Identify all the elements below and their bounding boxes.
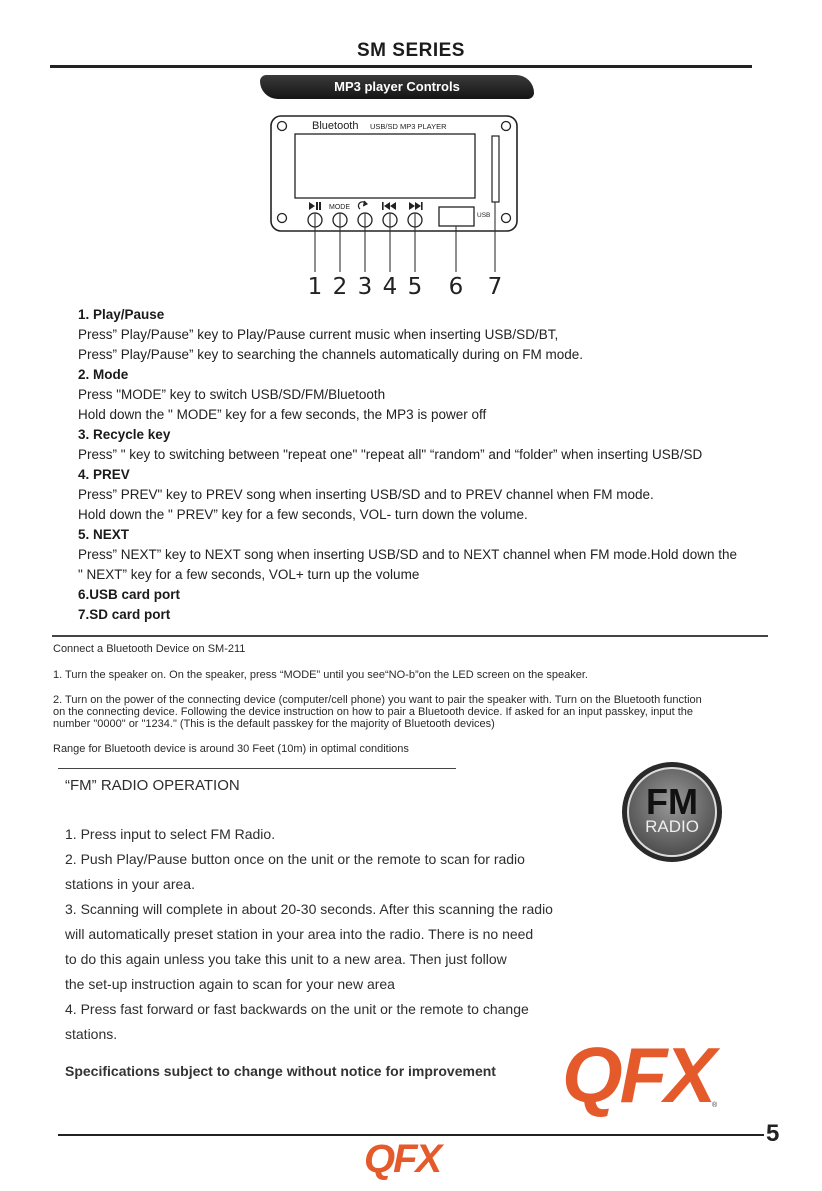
series-title: SM SERIES	[357, 40, 465, 61]
fm-line: stations in your area.	[65, 876, 195, 892]
bluetooth-step-2-line: on the connecting device. Following the device instruction on how to pair a Bluetooth device. If asked for an input passkey, input the	[53, 706, 694, 718]
section-pill: MP3 player Controls	[260, 75, 534, 99]
page-number: 5	[766, 1120, 780, 1147]
player-panel-diagram	[262, 112, 524, 302]
fm-line: to do this again unless you take this unit to a new area. Then just follow	[65, 951, 507, 967]
section-divider	[52, 635, 768, 637]
spec-note: Specifications subject to change without notice for improvement	[65, 1063, 496, 1079]
control-title-sd-port: 7.SD card port	[78, 607, 171, 622]
callout-7: 7	[487, 274, 503, 300]
registered-mark: ®	[712, 1102, 718, 1109]
control-title-recycle: 3. Recycle key	[78, 427, 171, 442]
callout-5: 5	[407, 274, 423, 300]
control-line: Press” NEXT” key to NEXT song when inserting USB/SD and to NEXT channel when FM mode.Hold down the	[78, 547, 738, 562]
callout-2: 2	[332, 274, 348, 300]
fm-line: 4. Press fast forward or fast backwards on the unit or the remote to change	[65, 1001, 529, 1017]
fm-heading: “FM” RADIO OPERATION	[65, 777, 240, 794]
bluetooth-step-1: 1. Turn the speaker on. On the speaker, press “MODE” until you see“NO-b”on the LED screen on the speaker.	[53, 669, 588, 681]
control-line: " NEXT” key for a few seconds, VOL+ turn up the volume	[78, 567, 420, 582]
top-rule	[50, 65, 752, 68]
qfx-logo-small: QFX	[364, 1137, 441, 1181]
bluetooth-range: Range for Bluetooth device is around 30 Feet (10m) in optimal conditions	[53, 743, 409, 755]
fm-divider	[58, 768, 456, 769]
badge-radio-text: RADIO	[645, 817, 699, 836]
bluetooth-step-2-line: number "0000" or "1234." (This is the default passkey for the majority of Bluetooth devices)	[53, 718, 495, 730]
callout-6: 6	[448, 274, 464, 300]
control-title-mode: 2. Mode	[78, 367, 129, 382]
callout-4: 4	[382, 274, 398, 300]
panel-mode-label: MODE	[329, 204, 350, 211]
callout-1: 1	[307, 274, 323, 300]
control-line: Press” " key to switching between "repeat one" "repeat all" “random” and “folder” when inserting USB/SD	[78, 447, 703, 462]
sd-card-slot	[492, 136, 499, 202]
control-line: Press” Play/Pause” key to searching the channels automatically during on FM mode.	[78, 347, 583, 362]
bluetooth-heading: Connect a Bluetooth Device on SM-211	[53, 643, 246, 655]
control-line: Press "MODE” key to switch USB/SD/FM/Bluetooth	[78, 387, 386, 402]
bluetooth-step-2-line: 2. Turn on the power of the connecting device (computer/cell phone) you want to pair the speaker with. Turn on the Bluetooth function	[53, 694, 702, 706]
fm-line: will automatically preset station in your area into the radio. There is no need	[65, 926, 534, 942]
fm-line: stations.	[65, 1026, 118, 1042]
fm-line: 1. Press input to select FM Radio.	[65, 826, 276, 842]
panel-player-label: USB/SD MP3 PLAYER	[370, 122, 447, 131]
fm-radio-badge	[620, 760, 724, 864]
fm-line: the set-up instruction again to scan for your new area	[65, 976, 395, 992]
lcd-screen	[295, 134, 475, 198]
bottom-rule	[58, 1134, 764, 1136]
fm-line: 2. Push Play/Pause button once on the unit or the remote to scan for radio	[65, 851, 525, 867]
control-line: Press” Play/Pause” key to Play/Pause current music when inserting USB/SD/BT,	[78, 327, 559, 342]
callout-3: 3	[357, 274, 373, 300]
fm-line: 3. Scanning will complete in about 20-30 seconds. After this scanning the radio	[65, 901, 553, 917]
badge-fm-text: FM	[646, 781, 698, 822]
control-title-next: 5. NEXT	[78, 527, 130, 542]
usb-port	[439, 207, 474, 226]
panel-usb-label: USB	[477, 212, 491, 219]
control-line: Hold down the " PREV” key for a few seconds, VOL- turn down the volume.	[78, 507, 528, 522]
control-title-usb-port: 6.USB card port	[78, 587, 181, 602]
control-line: Hold down the " MODE” key for a few seconds, the MP3 is power off	[78, 407, 487, 422]
control-title-prev: 4. PREV	[78, 467, 130, 482]
control-line: Press” PREV" key to PREV song when inserting USB/SD and to PREV channel when FM mode.	[78, 487, 654, 502]
control-title-play-pause: 1. Play/Pause	[78, 307, 165, 322]
qfx-logo-large: QFX	[562, 1031, 714, 1119]
panel-bluetooth-label: Bluetooth	[312, 120, 359, 132]
